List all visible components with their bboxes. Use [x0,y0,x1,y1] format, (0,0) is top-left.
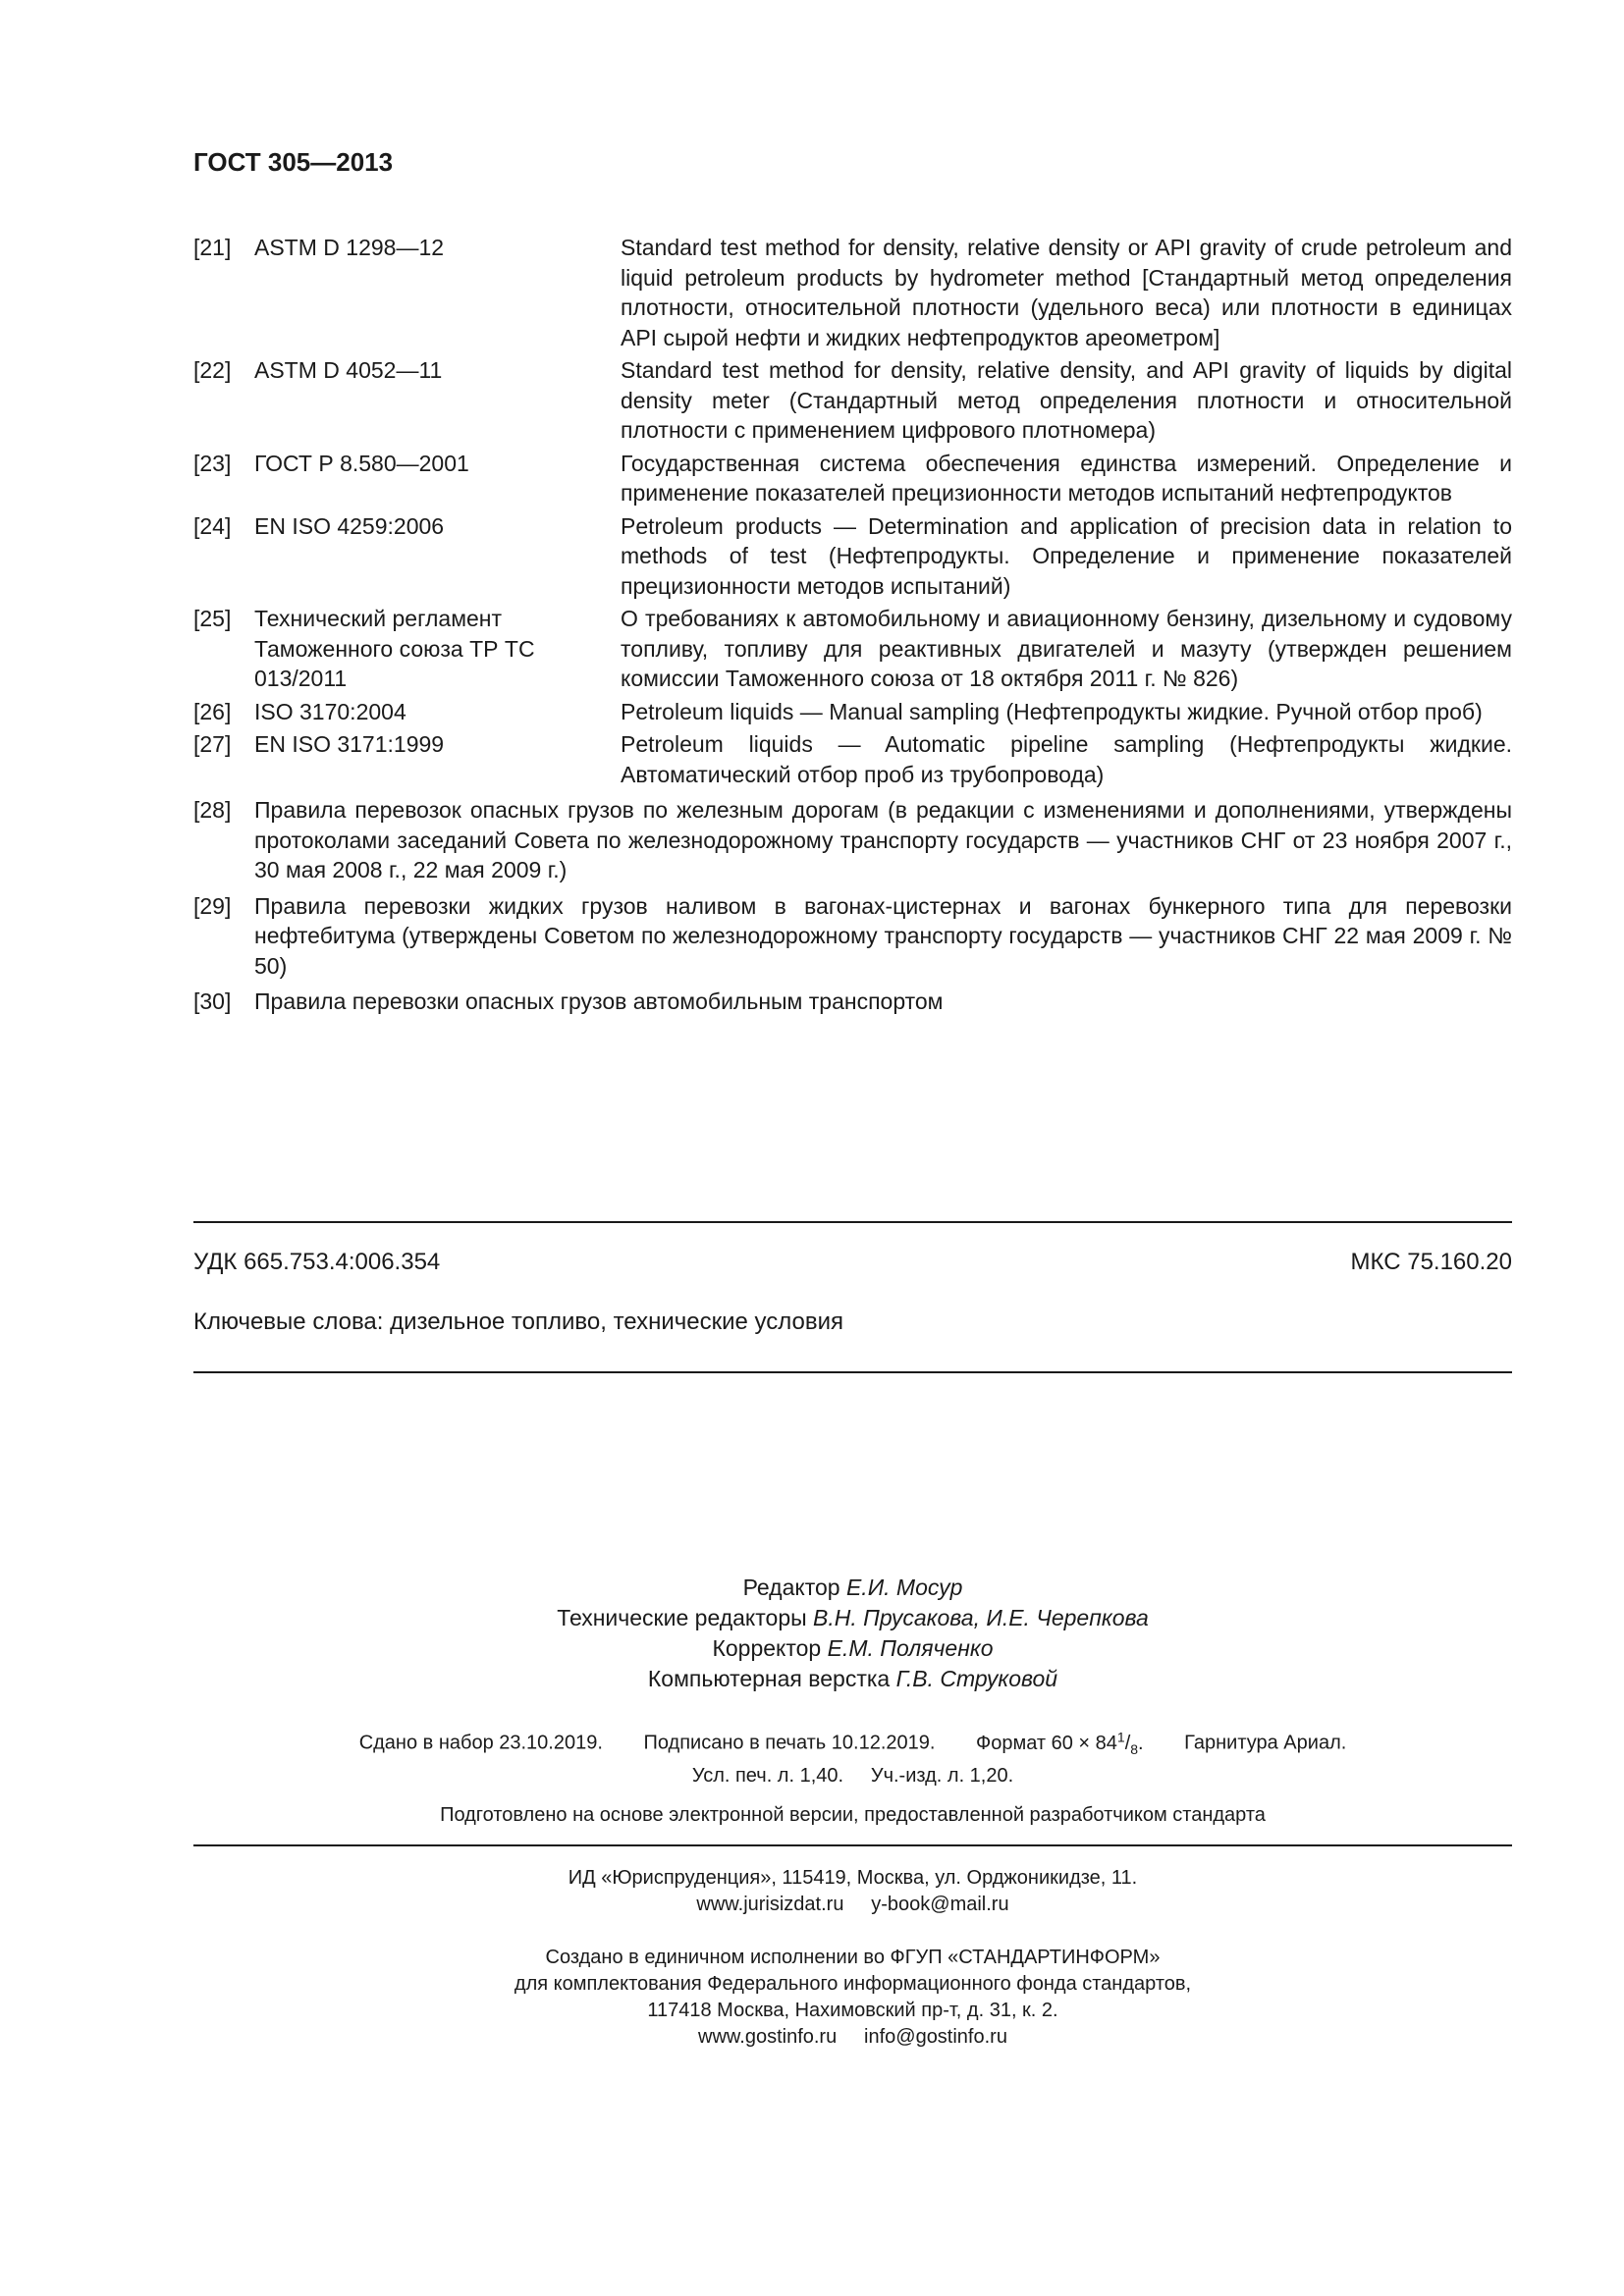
reference-description: Standard test method for density, relative density or API gravity of crude petroleum and liquid petroleum products by hydrometer method [Стандартный метод определения плотности, относительной плотности (удельного веса) или плотности в единицах API сырой нефти и жидких нефтепродуктов ареометром] [621,235,1512,350]
reference-item [193,233,1512,352]
reference-text: Правила перевозки жидких грузов наливом в вагонах-цистернах и вагонах бункерного типа для перевозки нефтебитума (утверждены Советом по железнодорожному транспорту государств — участников СНГ 22 мая 2009 г. № 50) [254,892,1512,979]
reference-number: [23] [193,450,232,476]
reference-code: EN ISO 3171:1999 [254,731,445,757]
print-info-line [193,1724,1512,1763]
reference-number: [21] [193,235,232,260]
format-sup: 1 [1116,1729,1125,1744]
reference-item [193,697,1512,727]
editor-line [193,1573,1512,1603]
sheets-line [193,1763,1512,1789]
reference-item [193,355,1512,446]
producer-contacts [193,2024,1512,2051]
reference-code: ASTM D 4052—11 [254,357,443,383]
reference-description: О требованиях к автомобильному и авиационному бензину, дизельному и судовому топливу, топливу для реактивных двигателей и мазуту (утвержден решением комиссии Таможенного союза от 18 октября 2011 г. № 826) [621,606,1512,691]
layout-name: Г.В. Струковой [895,1666,1058,1691]
divider [193,1844,1512,1846]
reference-number: [25] [193,606,232,631]
reference-item [193,511,1512,602]
format-sub: 8 [1130,1740,1139,1757]
page-header: ГОСТ 305—2013 [193,147,394,177]
tech-editors-names: В.Н. Прусакова, И.Е. Черепкова [813,1605,1149,1630]
reference-item [193,891,1512,982]
classification-row [193,1249,1512,1276]
keywords: Ключевые слова: дизельное топливо, технические условия [193,1308,844,1335]
reference-number: [28] [193,797,232,823]
layout-label: Компьютерная верстка [647,1666,891,1691]
corrector-name: Е.М. Поляченко [827,1635,994,1661]
format-prefix: Формат 60 × 84 [976,1732,1117,1754]
typeset-date: Сдано в набор 23.10.2019. [358,1732,603,1754]
reference-number: [24] [193,512,232,539]
producer-line: для комплектования Федерального информационного фонда стандартов, [514,1973,1192,1995]
sheets: Усл. печ. л. 1,40. [691,1764,844,1787]
divider [193,1371,1512,1373]
reference-code: EN ISO 4259:2006 [254,512,445,539]
publisher-contacts [193,1892,1512,1918]
reference-code: ISO 3170:2004 [254,698,406,724]
reference-description: Petroleum products — Determination and application of precision data in relation to methods of test (Нефтепродукты. Определение и применение показателей прецизионности методов испытаний) [621,512,1512,599]
corrector-label: Корректор [712,1635,822,1661]
layout-line [193,1664,1512,1694]
editor-label: Редактор [742,1575,840,1600]
reference-code: Технический регламент Таможенного союза ТР ТС 013/2011 [254,606,535,691]
font-info: Гарнитура Ариал. [1184,1732,1347,1754]
reference-description: Государственная система обеспечения единства измерений. Определение и применение показателей прецизионности методов испытаний нефтепродуктов [621,450,1512,506]
references-list [193,233,1512,1020]
editor-name: Е.И. Мосур [845,1575,963,1600]
publisher-address: ИД «Юриспруденция», 115419, Москва, ул. Орджоникидзе, 11. [568,1867,1138,1889]
reference-number: [29] [193,892,232,919]
reference-item [193,604,1512,694]
reference-item [193,987,1512,1017]
tech-editors-label: Технические редакторы [557,1605,807,1630]
reference-description: Petroleum liquids — Manual sampling (Нефтепродукты жидкие. Ручной отбор проб) [621,698,1483,724]
mks-code: МКС 75.160.20 [1350,1249,1512,1275]
producer-line: 117418 Москва, Нахимовский пр-т, д. 31, к. 2. [647,2000,1058,2021]
print-info [193,1724,1512,1789]
format-slash: / [1124,1732,1131,1754]
reference-text: Правила перевозок опасных грузов по железным дорогам (в редакции с изменениями и дополнениями, утверждены протоколами заседаний Совета по железнодорожному транспорту государств — участников СНГ от 23 ноября 2007 г., 30 мая 2008 г., 22 мая 2009 г.) [254,797,1512,882]
format [976,1729,1144,1757]
signed-date: Подписано в печать 10.12.2019. [643,1732,936,1754]
corrector-line [193,1633,1512,1664]
reference-number: [30] [193,988,232,1014]
publisher-block [193,1865,1512,1918]
reference-text: Правила перевозки опасных грузов автомобильным транспортом [254,988,944,1014]
prepared-note: Подготовлено на основе электронной версии, предоставленной разработчиком стандарта [440,1804,1266,1826]
reference-code: ГОСТ Р 8.580—2001 [254,450,469,476]
producer-block [193,1945,1512,2051]
producer-line: Создано в единичном исполнении во ФГУП «СТАНДАРТИНФОРМ» [545,1947,1161,1968]
reference-number: [22] [193,357,232,383]
reference-number: [27] [193,731,232,757]
reference-code: ASTM D 1298—12 [254,235,445,260]
edition: Уч.-изд. л. 1,20. [870,1764,1014,1787]
tech-editors-line [193,1603,1512,1633]
producer-email: info@gostinfo.ru [864,2026,1007,2048]
credits-block [193,1573,1512,1694]
divider [193,1221,1512,1223]
udk-code: УДК 665.753.4:006.354 [193,1249,441,1275]
format-suffix: . [1138,1732,1144,1754]
reference-item [193,729,1512,789]
reference-description: Standard test method for density, relative density, and API gravity of liquids by digital density meter (Стандартный метод определения плотности и относительной плотности с применением цифрового плотномера) [621,357,1512,443]
reference-description: Petroleum liquids — Automatic pipeline sampling (Нефтепродукты жидкие. Автоматический отбор проб из трубопровода) [621,731,1512,787]
producer-site: www.gostinfo.ru [698,2026,838,2048]
reference-item [193,795,1512,885]
reference-number: [26] [193,698,232,724]
publisher-site: www.jurisizdat.ru [696,1894,844,1915]
reference-item [193,449,1512,508]
publisher-email: y-book@mail.ru [871,1894,1009,1915]
